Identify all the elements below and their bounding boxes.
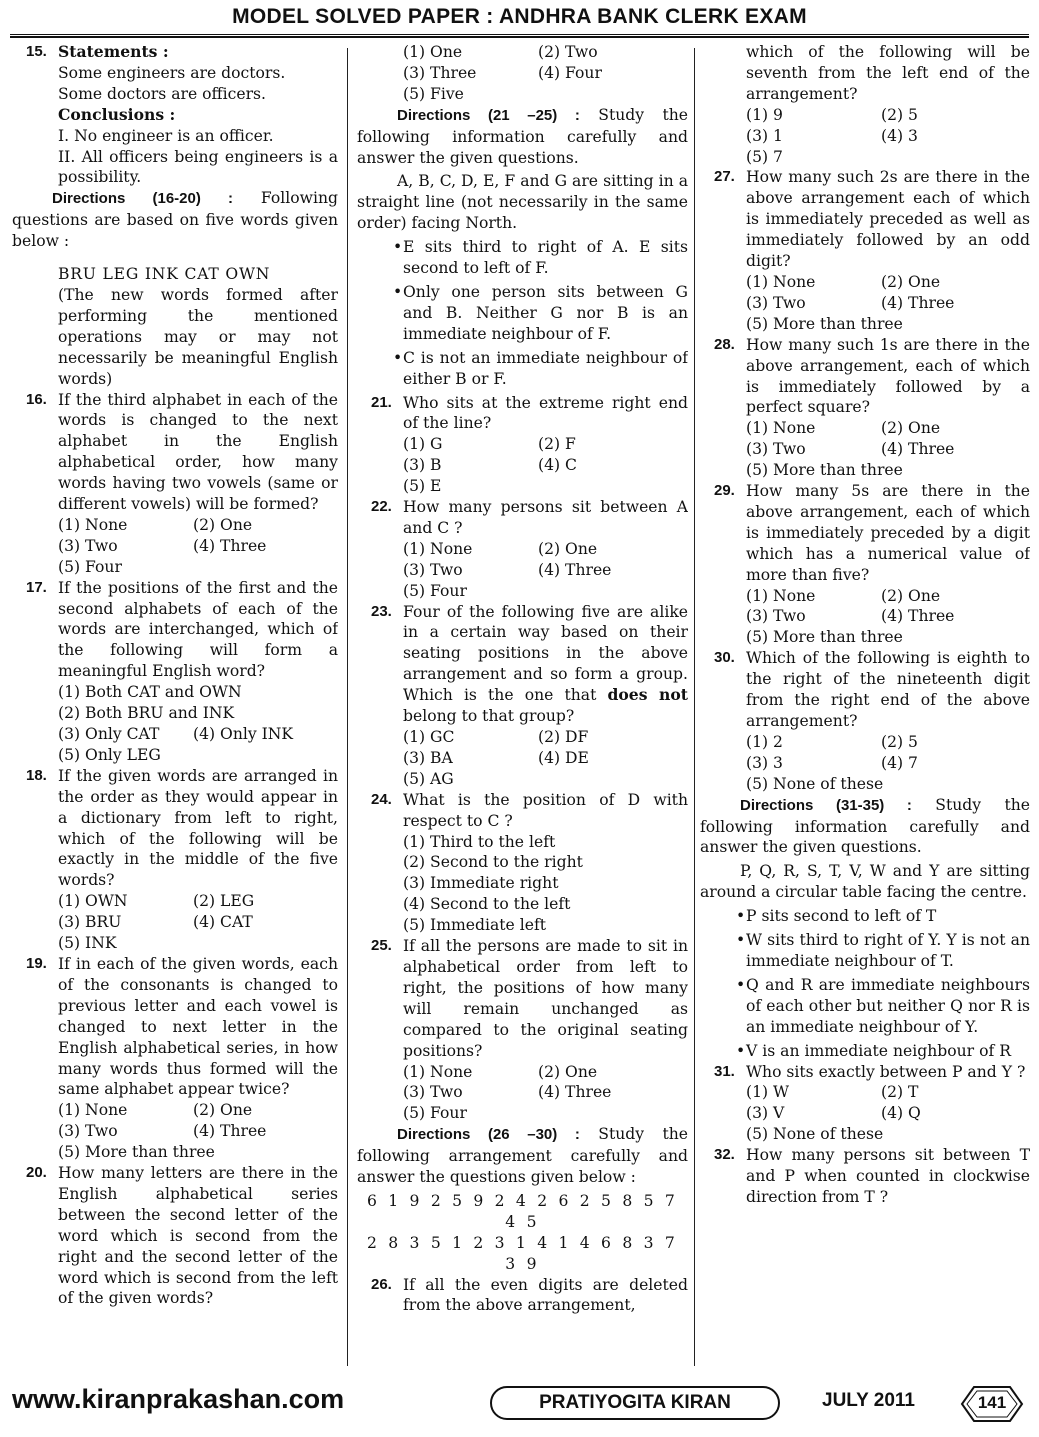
options: [12, 682, 338, 724]
option: (3) BA: [403, 748, 453, 767]
option: (1) W: [746, 1083, 790, 1102]
directions-label: Directions (16-20) :: [52, 190, 233, 208]
question-text: If the given words are arranged in the order as they would appear in a dictionary from left to right, which of the following will be exactly in the middle of the five words?: [58, 766, 338, 890]
option: (5) Four: [403, 581, 467, 600]
question-text: How many persons sit between A and C ?: [403, 498, 688, 537]
options: [357, 434, 688, 497]
option: (2) DF: [538, 728, 589, 746]
directions-note: (The new words formed after performing the mentioned operations may or may not necessarily be meaningful English words): [58, 285, 338, 388]
question-text: How many such 1s are there in the above arrangement, each of which is immediately followed by a perfect square?: [746, 335, 1030, 417]
question-text: How many persons sit between T and P when counted in clockwise direction from T ?: [746, 1146, 1030, 1206]
option: (4) 3: [881, 126, 918, 145]
question-text-part: Four of the following five are alike in a certain way based on their seating positions in the above arrangement and so form a group. Which is the one that: [403, 602, 688, 705]
statements-label: Statements :: [58, 42, 169, 61]
question-number: 16.: [26, 390, 47, 408]
option: (3) Immediate right: [403, 874, 559, 893]
option: (5) Only LEG: [58, 745, 161, 764]
condition: • E sits third to right of A. E sits second to left of F.: [403, 237, 688, 279]
option: (5) E: [403, 477, 442, 496]
question-number: 21.: [371, 393, 392, 411]
option: (5) More than three: [746, 628, 903, 647]
option: (5) More than three: [58, 1143, 215, 1162]
emphasis: does not: [607, 685, 688, 705]
page-footer: [0, 1378, 1039, 1428]
condition: • W sits third to right of Y. Y is not an immediate neighbour of T.: [746, 930, 1030, 972]
option: (1) GC: [403, 728, 455, 746]
option: (1) G: [403, 435, 443, 454]
question-32: [700, 1145, 1030, 1208]
question-29: [700, 481, 1030, 586]
option: (2) Two: [538, 43, 598, 61]
question-text: Who sits exactly between P and Y ?: [746, 1062, 1026, 1081]
question-number: 19.: [26, 954, 47, 972]
issue-month: JULY 2011: [822, 1390, 915, 1411]
option: (5) Immediate left: [403, 916, 546, 935]
option: (5) None of these: [746, 774, 884, 793]
question-number: 23.: [371, 602, 392, 620]
directions-text: Study the following information carefully and answer the given questions.: [357, 105, 688, 167]
option: (3) Two: [403, 1083, 463, 1102]
column-divider: [347, 48, 348, 1366]
question-number: 24.: [371, 790, 392, 808]
option: (4) Three: [193, 536, 267, 555]
option: (2) One: [193, 515, 253, 534]
option: (3) BRU: [58, 913, 122, 932]
option: (1) None: [58, 1101, 128, 1120]
question-23: [357, 602, 688, 727]
digit-row: 2 8 3 5 1 2 3 1 4 1 4 6 8 3 7 3 9: [366, 1233, 678, 1273]
question-20: [12, 1163, 338, 1309]
option: (1) None: [746, 272, 816, 291]
question-16: [12, 390, 338, 515]
option: (1) None: [746, 419, 816, 438]
question-number: 17.: [26, 578, 47, 596]
conclusions-label: Conclusions :: [58, 104, 176, 124]
question-number: 32.: [714, 1146, 735, 1164]
option: (2) One: [881, 419, 941, 438]
option: (1) OWN: [58, 892, 128, 911]
website-url[interactable]: www.kiranprakashan.com: [12, 1384, 345, 1414]
option: (5) Four: [403, 1104, 467, 1123]
directions-intro: A, B, C, D, E, F and G are sitting in a straight line (not necessarily in the same order) facing North.: [357, 172, 688, 233]
option: (3) Three: [403, 63, 477, 82]
option: (5) AG: [403, 769, 454, 788]
option: (4) 7: [881, 753, 918, 772]
option: (5) Four: [58, 557, 122, 576]
option: (1) One: [403, 43, 463, 61]
options: [700, 105, 1030, 168]
page-number-badge: [960, 1384, 1024, 1424]
question-26: [357, 1275, 688, 1317]
columns: [10, 42, 1030, 1372]
option: (1) 9: [746, 105, 783, 124]
options: [12, 515, 338, 578]
option: (2) F: [538, 435, 576, 454]
question-number: 22.: [371, 498, 392, 516]
column-2: [357, 42, 688, 1372]
question-number: 29.: [714, 482, 735, 500]
option: (2) One: [193, 1101, 253, 1120]
page-header: [0, 2, 1039, 38]
option: (2) Both BRU and INK: [58, 704, 235, 723]
question-number: 25.: [371, 937, 392, 955]
directions-21-25: [357, 105, 688, 169]
option: (4) Three: [881, 293, 955, 312]
option: (1) None: [58, 515, 128, 534]
question-number: 18.: [26, 766, 47, 784]
condition: • P sits second to left of T: [746, 906, 1030, 927]
question-text-part: belong to that group?: [403, 707, 575, 726]
question-number: 28.: [714, 335, 735, 353]
directions-text: Following questions are based on five words given below :: [12, 189, 338, 251]
option: (4) C: [538, 456, 577, 475]
condition-list: [700, 906, 1030, 1061]
option: (3) Two: [746, 293, 806, 312]
directions-label: Directions (21 –25) :: [397, 106, 580, 124]
option: (4) CAT: [193, 913, 253, 932]
option: (2) 5: [881, 105, 918, 124]
condition-list: [357, 237, 688, 389]
question-17: [12, 578, 338, 683]
question-number: 30.: [714, 649, 735, 667]
condition: • Only one person sits between G and B. Neither G nor B is an immediate neighbour of F.: [403, 282, 688, 345]
option: (3) V: [746, 1104, 785, 1123]
directions-text: Study the following information carefully and answer the given questions.: [700, 795, 1030, 857]
option: (1) Both CAT and OWN: [58, 683, 242, 702]
question-text: If all the even digits are deleted from the above arrangement,: [403, 1275, 688, 1315]
question-text: Which of the following is eighth to the right of the nineteenth digit from the right end of the above arrangement?: [746, 649, 1030, 730]
question-number: 26.: [371, 1275, 392, 1293]
question-22: [357, 497, 688, 539]
options: [12, 724, 338, 766]
options: [357, 832, 688, 937]
column-1: [12, 42, 338, 1372]
option: (3) Only CAT: [58, 725, 160, 743]
option: (4) Three: [881, 440, 955, 459]
question-text: Who sits at the extreme right end of the line?: [403, 393, 688, 433]
word-list: BRU LEG INK CAT OWN: [58, 265, 271, 284]
option: (2) 5: [881, 732, 918, 751]
option: (2) T: [881, 1083, 919, 1102]
option: (3) Two: [58, 1122, 118, 1141]
question-text: How many such 2s are there in the above arrangement each of which is immediately preceded as well as immediately followed by an odd digit?: [746, 168, 1030, 271]
option: (2) One: [881, 586, 941, 605]
header-title: MODEL SOLVED PAPER : ANDHRA BANK CLERK EXAM: [232, 5, 807, 28]
digit-row: 6 1 9 2 5 9 2 4 2 6 2 5 8 5 7 4 5: [366, 1191, 678, 1231]
conclusion: I. No engineer is an officer.: [58, 126, 274, 145]
question-31: [700, 1062, 1030, 1083]
options: [357, 539, 688, 602]
question-text: If the third alphabet in each of the words is changed to the next alphabet in the English alphabetical order, how many words having two vowels (same or different vowels) will be formed?: [58, 390, 338, 514]
option: (2) Second to the right: [403, 853, 583, 872]
option: (5) INK: [58, 934, 117, 953]
statement: Some engineers are doctors.: [58, 63, 286, 82]
directions-intro: P, Q, R, S, T, V, W and Y are sitting around a circular table facing the centre.: [700, 862, 1030, 902]
question-18: [12, 766, 338, 891]
option: (4) Second to the left: [403, 895, 571, 914]
option: (1) None: [403, 1062, 473, 1081]
option: (3) 1: [746, 126, 783, 145]
column-divider: [694, 48, 695, 1366]
option: (2) One: [538, 539, 598, 558]
option: (3) Two: [58, 536, 118, 555]
question-number: 20.: [26, 1164, 47, 1182]
directions-label: Directions (26 –30) :: [397, 1126, 580, 1144]
directions-16-20: [12, 188, 338, 252]
question-number: 27.: [714, 168, 735, 186]
option: (1) Third to the left: [403, 832, 556, 851]
condition: • Q and R are immediate neighbours of each other but neither Q nor R is an immediate neighbour of Y.: [746, 975, 1030, 1038]
option: (3) Two: [746, 440, 806, 459]
options: [357, 1062, 688, 1125]
options: [700, 418, 1030, 481]
option: (3) Two: [403, 560, 463, 579]
question-text: If in each of the given words, each of the consonants is changed to previous letter and each vowel is changed to next letter in the English alphabetical series, in how many words thus formed will the same alphabet appear twice?: [58, 954, 338, 1099]
question-28: [700, 335, 1030, 419]
option: (5) None of these: [746, 1125, 884, 1144]
question-27: [700, 167, 1030, 272]
option: (4) Three: [538, 1083, 612, 1102]
condition: • C is not an immediate neighbour of either B or F.: [403, 348, 688, 390]
option: (4) Q: [881, 1104, 921, 1123]
options: [700, 586, 1030, 649]
option: (4) Three: [538, 560, 612, 579]
question-30: [700, 648, 1030, 732]
magazine-name: PRATIYOGITA KIRAN: [490, 1386, 780, 1420]
option: (5) 7: [746, 147, 783, 166]
question-text: How many letters are there in the English alphabetical series between the second letter of the word which is second from the right and the second letter of the word which is second from the left of the given words?: [58, 1164, 338, 1308]
options: [700, 732, 1030, 795]
directions-text: Study the following arrangement carefully and answer the questions given below :: [357, 1125, 688, 1187]
question-26-continued: which of the following will be seventh from the left end of the arrangement?: [746, 43, 1030, 103]
question-25: [357, 936, 688, 1061]
option: (5) More than three: [746, 314, 903, 333]
options: [12, 891, 338, 954]
option: (1) None: [403, 539, 473, 558]
option: (4) Three: [193, 1122, 267, 1141]
question-24: [357, 790, 688, 832]
condition: • V is an immediate neighbour of R: [746, 1041, 1030, 1062]
question-text: If all the persons are made to sit in alphabetical order from left to right, the positions of how many will remain unchanged as compared to the original seating positions?: [403, 937, 688, 1060]
options: [12, 1100, 338, 1163]
question-21: [357, 393, 688, 435]
option: (4) Only INK: [193, 725, 294, 743]
option: (2) One: [881, 272, 941, 291]
conclusion: II. All officers being engineers is a possibility.: [58, 147, 338, 187]
directions-26-30: [357, 1124, 688, 1188]
option: (4) Three: [881, 607, 955, 626]
option: (3) 3: [746, 753, 783, 772]
option: (3) B: [403, 456, 442, 475]
option: (1) 2: [746, 732, 783, 751]
option: (4) Four: [538, 63, 602, 82]
options: [357, 42, 688, 105]
question-number: 15.: [26, 43, 47, 60]
option: (4) DE: [538, 748, 589, 767]
option: (3) Two: [746, 607, 806, 626]
question-text: How many 5s are there in the above arrangement, each of which is immediately preceded by a digit which has a numerical value of more than five?: [746, 482, 1030, 584]
page-number: 141: [977, 1393, 1007, 1412]
question-text: If the positions of the first and the second alphabets of each of the words are interchanged, which of the following will form a meaningful English word?: [58, 578, 338, 681]
options: [700, 272, 1030, 335]
column-3: [700, 42, 1030, 1372]
question-text: What is the position of D with respect to C ?: [403, 790, 688, 830]
header-rule: [10, 34, 1029, 38]
option: (1) None: [746, 586, 816, 605]
question-number: 31.: [714, 1062, 735, 1080]
options: [357, 727, 688, 790]
question-19: [12, 954, 338, 1100]
statement: Some doctors are officers.: [58, 84, 266, 103]
option: (5) More than three: [746, 461, 903, 480]
option: (5) Five: [403, 84, 464, 103]
question-15: [12, 42, 338, 188]
directions-label: Directions (31-35) :: [740, 796, 912, 814]
option: (2) One: [538, 1062, 598, 1081]
directions-31-35: [700, 795, 1030, 859]
options: [700, 1082, 1030, 1145]
question-text: [403, 602, 688, 727]
option: (2) LEG: [193, 892, 255, 911]
